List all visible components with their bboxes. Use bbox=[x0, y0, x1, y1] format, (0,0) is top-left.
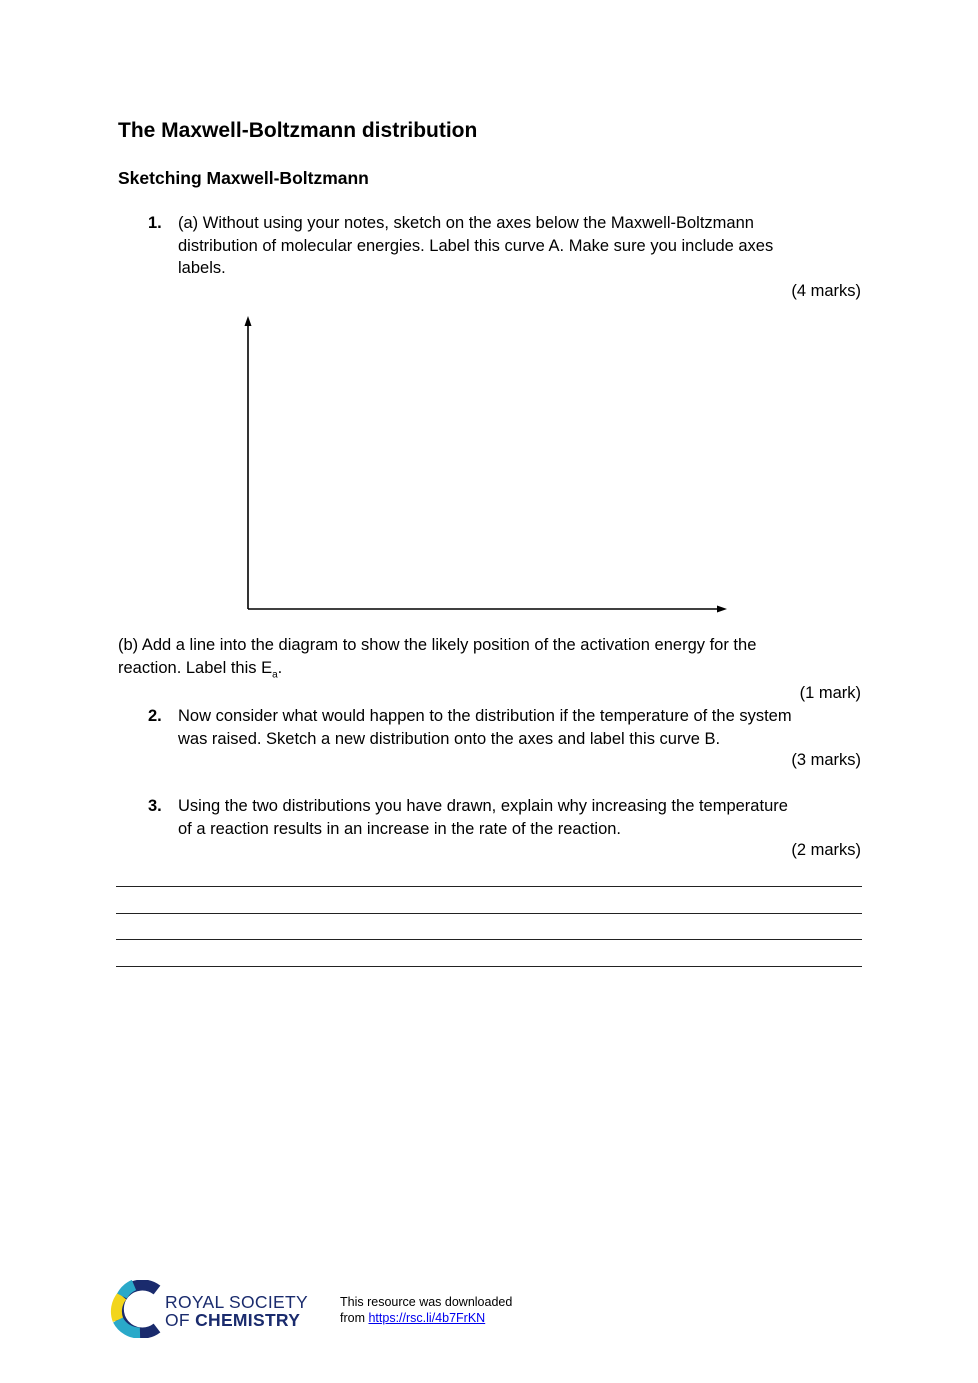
rsc-logo-wordmark bbox=[165, 1293, 308, 1329]
logo-line2 bbox=[165, 1311, 308, 1329]
page-title: The Maxwell-Boltzmann distribution bbox=[118, 119, 478, 142]
q3-marks: (2 marks) bbox=[791, 841, 861, 859]
q1-part-a-line1: (a) Without using your notes, sketch on the axes below the Maxwell-Boltzmann bbox=[178, 214, 754, 232]
x-axis-arrowhead bbox=[717, 606, 727, 613]
logo-line1: ROYAL SOCIETY bbox=[165, 1292, 308, 1312]
q3-number: 3. bbox=[148, 797, 162, 815]
answer-line-2[interactable] bbox=[116, 913, 862, 914]
q1-part-a-marks: (4 marks) bbox=[791, 282, 861, 300]
resource-link[interactable]: https://rsc.li/4b7FrKN bbox=[368, 1310, 486, 1325]
q2-number: 2. bbox=[148, 707, 162, 725]
activation-energy-subscript: a bbox=[272, 668, 278, 680]
q1-part-b-period: . bbox=[277, 658, 283, 677]
q1-part-b-line1: (b) Add a line into the diagram to show the likely position of the activation energy for the bbox=[118, 636, 757, 654]
q1-number: 1. bbox=[148, 214, 162, 232]
download-note-prefix: from bbox=[340, 1310, 369, 1325]
sketch-axes bbox=[236, 312, 736, 618]
download-note-line1: This resource was downloaded bbox=[340, 1295, 513, 1309]
q1-part-a bbox=[178, 212, 773, 280]
logo-line2-bold: CHEMISTRY bbox=[195, 1310, 301, 1330]
q1-part-b-line2 bbox=[118, 657, 756, 687]
logo-line2-prefix: OF bbox=[165, 1310, 196, 1330]
y-axis-arrowhead bbox=[245, 316, 252, 326]
q3-line2: of a reaction results in an increase in the rate of the reaction. bbox=[178, 819, 622, 838]
download-note bbox=[340, 1295, 512, 1326]
q1-part-b-line2-text: reaction. Label this E bbox=[118, 658, 273, 677]
download-note-line2 bbox=[340, 1311, 512, 1327]
q3-line1: Using the two distributions you have drawn, explain why increasing the temperature bbox=[178, 797, 788, 815]
q2-line2: was raised. Sketch a new distribution onto the axes and label this curve B. bbox=[178, 729, 721, 748]
answer-line-4[interactable] bbox=[116, 966, 862, 967]
section-subtitle: Sketching Maxwell-Boltzmann bbox=[118, 168, 369, 188]
answer-line-1[interactable] bbox=[116, 886, 862, 887]
answer-line-3[interactable] bbox=[116, 939, 862, 940]
q1-part-a-line2: distribution of molecular energies. Label this curve A. Make sure you include axes bbox=[178, 236, 774, 255]
q1-part-b-marks: (1 mark) bbox=[799, 684, 861, 702]
q2-line1: Now consider what would happen to the distribution if the temperature of the system bbox=[178, 707, 792, 725]
rsc-logo-mark bbox=[110, 1280, 166, 1338]
q3-text bbox=[178, 795, 788, 840]
q1-part-b bbox=[118, 634, 756, 686]
q2-marks: (3 marks) bbox=[791, 751, 861, 769]
q2-text bbox=[178, 705, 792, 750]
q1-part-a-line3: labels. bbox=[178, 259, 226, 277]
